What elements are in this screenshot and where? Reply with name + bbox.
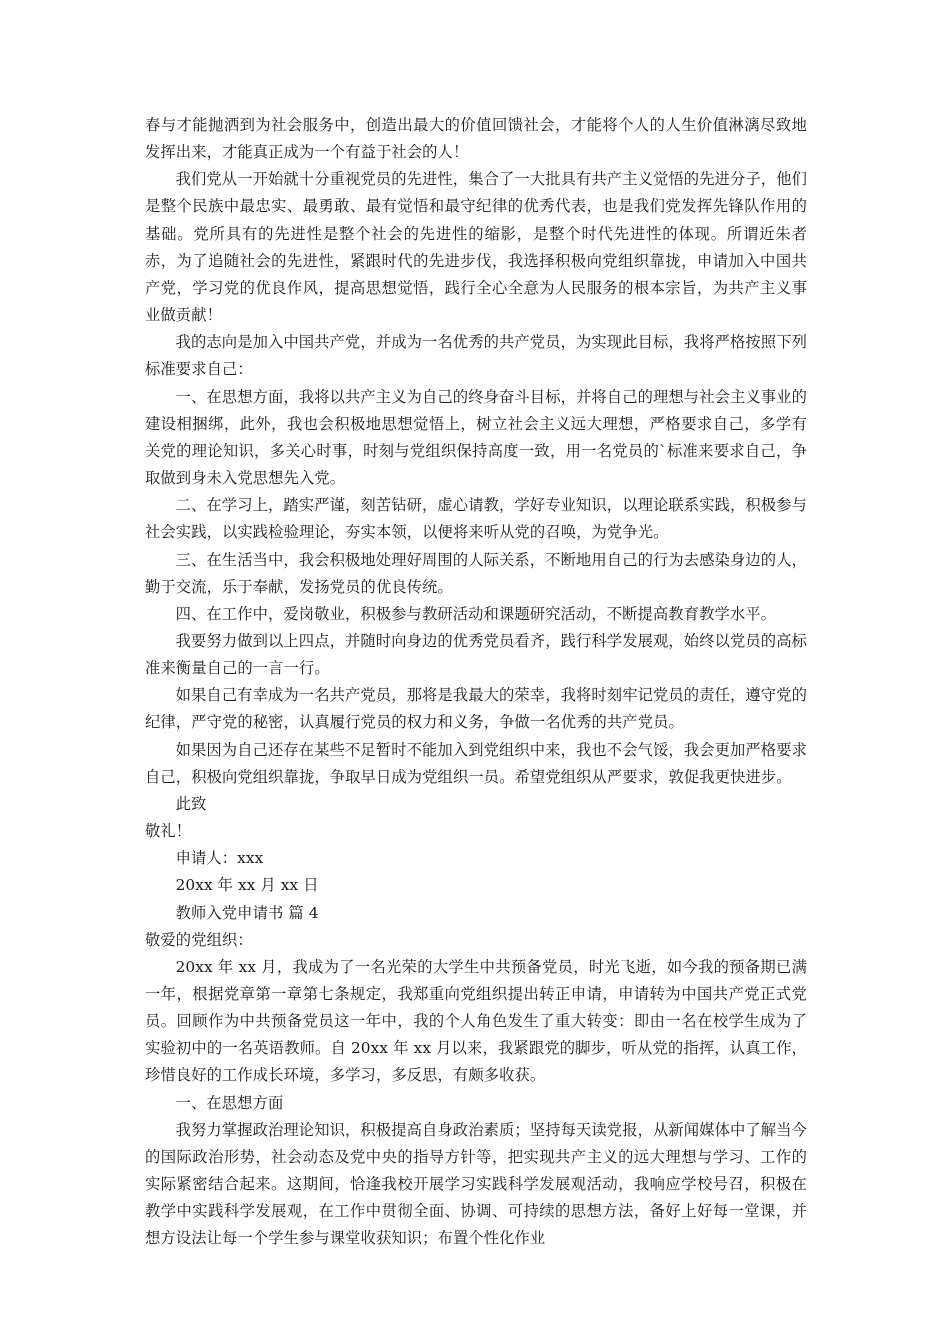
- paragraph: 我努力掌握政治理论知识，积极提高自身政治素质；坚持每天读党报，从新闻媒体中了解当今的国际政治形势，社会动态及党中央的指导方针等，把实现共产主义的远大理想与学习、工作的实际紧密结合起来。这期间，恰逢我校开展学习实践科学发展观活动，我响应学校号召，积极在教学中实践科学发展观，在工作中贯彻全面、协调、可持续的思想方法，备好上好每一堂课，并想方设法让每一个学生参与课堂收获知识；布置个性化作业: [145, 1120, 807, 1248]
- section-title: 教师入党申请书 篇 4: [175, 903, 319, 922]
- paragraph: 20xx 年 xx 月，我成为了一名光荣的大学生中共预备党员，时光飞逝，如今我的预备期已满一年，根据党章第一章第七条规定，我郑重向党组织提出转正申请，申请转为中国共产党正式党员。回顾作为中共预备党员这一年中，我的个人角色发生了重大转变：即由一名在校学生成为了实验初中的一名英语教师。自 20xx 年 xx 月以来，我紧跟党的脚步，听从党的指挥，认真工作，珍惜良好的工作成长环境，多学习，多反思，有颇多收获。: [145, 957, 807, 1085]
- paragraph: 春与才能抛洒到为社会服务中，创造出最大的价值回馈社会，才能将个人的人生价值淋漓尽致地发挥出来，才能真正成为一个有益于社会的人！: [145, 116, 807, 162]
- date-line: 20xx 年 xx 月 xx 日: [175, 876, 319, 895]
- paragraph: 三、在生活当中，我会积极地处理好周围的人际关系，不断地用自己的行为去感染身边的人，勤于交流，乐于奉献，发扬党员的优良传统。: [145, 550, 807, 596]
- paragraph: 如果因为自己还存在某些不足暂时不能加入到党组织中来，我也不会气馁，我会更加严格要求自己，积极向党组织靠拢，争取早日成为党组织一员。希望党组织从严要求，敦促我更快进步。: [145, 740, 807, 786]
- closing-jingli: 敬礼！: [145, 822, 192, 841]
- document-page: [145, 112, 807, 1253]
- subheading: 一、在思想方面: [175, 1093, 284, 1112]
- applicant-line: 申请人：xxx: [175, 849, 264, 868]
- paragraph: 我的志向是加入中国共产党，并成为一名优秀的共产党员，为实现此目标，我将严格按照下列标准要求自己：: [145, 333, 807, 379]
- closing-cizhi: 此致: [175, 794, 207, 813]
- paragraph: 二、在学习上，踏实严谨，刻苦钻研，虚心请教，学好专业知识，以理论联系实践，积极参与社会实践，以实践检验理论，夯实本领，以便将来听从党的召唤，为党争光。: [145, 496, 807, 542]
- paragraph: 我们党从一开始就十分重视党员的先进性，集合了一大批具有共产主义觉悟的先进分子，他们是整个民族中最忠实、最勇敢、最有觉悟和最守纪律的优秀代表，也是我们党发挥先锋队作用的基础。党所具有的先进性是整个社会的先进性的缩影，是整个时代先进性的体现。所谓近朱者赤，为了追随社会的先进性，紧跟时代的先进步伐，我选择积极向党组织靠拢，申请加入中国共产党，学习党的优良作风，提高思想觉悟，践行全心全意为人民服务的根本宗旨，为共产主义事业做贡献！: [145, 170, 807, 325]
- salutation: 敬爱的党组织：: [145, 930, 253, 949]
- paragraph: 如果自己有幸成为一名共产党员，那将是我最大的荣幸，我将时刻牢记党员的责任，遵守党的纪律，严守党的秘密，认真履行党员的权力和义务，争做一名优秀的共产党员。: [145, 686, 807, 732]
- paragraph: 我要努力做到以上四点，并随时向身边的优秀党员看齐，践行科学发展观，始终以党员的高标准来衡量自己的一言一行。: [145, 631, 807, 678]
- paragraph: 一、在思想方面，我将以共产主义为自己的终身奋斗目标，并将自己的理想与社会主义事业的建设相捆绑，此外，我也会积极地思想觉悟上，树立社会主义远大理想，严格要求自己，多学有关党的理论知识，多关心时事，时刻与党组织保持高度一致，用一名党员的`标准来要求自己，争取做到身未入党思想先入党。: [145, 387, 807, 488]
- paragraph: 四、在工作中，爱岗敬业，积极参与教研活动和课题研究活动，不断提高教育教学水平。: [175, 604, 777, 623]
